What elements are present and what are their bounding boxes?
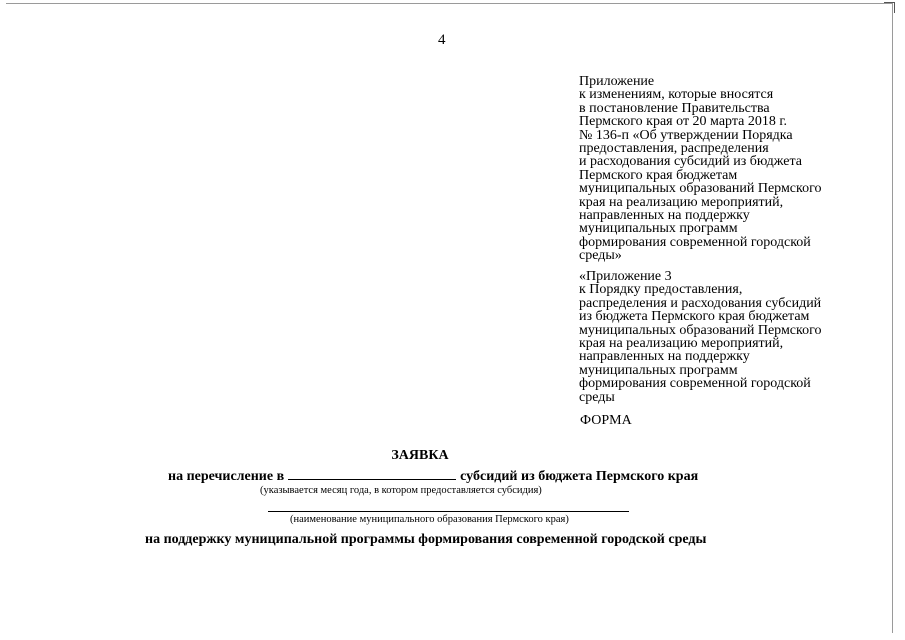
appendix-line: направленных на поддержку bbox=[579, 349, 750, 365]
appendix-line: «Приложение 3 bbox=[579, 269, 672, 284]
appendix-header-procedure bbox=[579, 270, 869, 404]
appendix-line: края на реализацию мероприятий, bbox=[579, 336, 784, 352]
appendix-line: формирования современной городской bbox=[579, 234, 811, 250]
page-number: 4 bbox=[438, 32, 446, 48]
appendix-header-amendments bbox=[579, 75, 869, 263]
document-title: ЗАЯВКА bbox=[391, 448, 449, 463]
month-hint: (указывается месяц года, в котором предоставляется субсидия) bbox=[260, 485, 542, 496]
appendix-line: среды bbox=[579, 389, 615, 405]
appendix-line: № 136-п «Об утверждении Порядка bbox=[579, 127, 793, 143]
transfer-text-before: на перечисление в bbox=[168, 469, 285, 484]
appendix-line: распределения и расходования субсидий bbox=[579, 295, 822, 311]
page-corner-mark bbox=[884, 2, 895, 13]
appendix-line: муниципальных образований Пермского bbox=[579, 322, 822, 338]
municipality-blank-field bbox=[268, 511, 629, 512]
page-border-top bbox=[6, 3, 892, 4]
appendix-line: Приложение bbox=[579, 74, 655, 89]
appendix-line: муниципальных программ bbox=[579, 221, 738, 237]
appendix-line: направленных на поддержку bbox=[579, 208, 750, 224]
transfer-line bbox=[168, 467, 698, 485]
appendix-line: Пермского края от 20 марта 2018 г. bbox=[579, 114, 788, 130]
appendix-line: формирования современной городской bbox=[579, 376, 811, 392]
appendix-line: в постановление Правительства bbox=[579, 100, 770, 116]
appendix-line: края на реализацию мероприятий, bbox=[579, 194, 784, 210]
appendix-line: и расходования субсидий из бюджета bbox=[579, 154, 802, 170]
appendix-line: муниципальных образований Пермского bbox=[579, 181, 822, 197]
purpose-line: на поддержку муниципальной программы формирования современной городской среды bbox=[145, 532, 707, 547]
transfer-text-after: субсидий из бюджета Пермского края bbox=[460, 469, 699, 484]
appendix-line: к изменениям, которые вносятся bbox=[579, 87, 774, 103]
appendix-line: среды» bbox=[579, 248, 622, 264]
month-blank-field bbox=[288, 467, 456, 480]
appendix-line: к Порядку предоставления, bbox=[579, 282, 743, 298]
appendix-line: из бюджета Пермского края бюджетам bbox=[579, 309, 810, 325]
page-border-right bbox=[892, 3, 893, 633]
form-label: ФОРМА bbox=[580, 413, 632, 428]
appendix-line: предоставления, распределения bbox=[579, 141, 769, 157]
appendix-line: Пермского края бюджетам bbox=[579, 167, 738, 183]
municipality-hint: (наименование муниципального образования Пермского края) bbox=[290, 514, 569, 525]
appendix-line: муниципальных программ bbox=[579, 362, 738, 378]
